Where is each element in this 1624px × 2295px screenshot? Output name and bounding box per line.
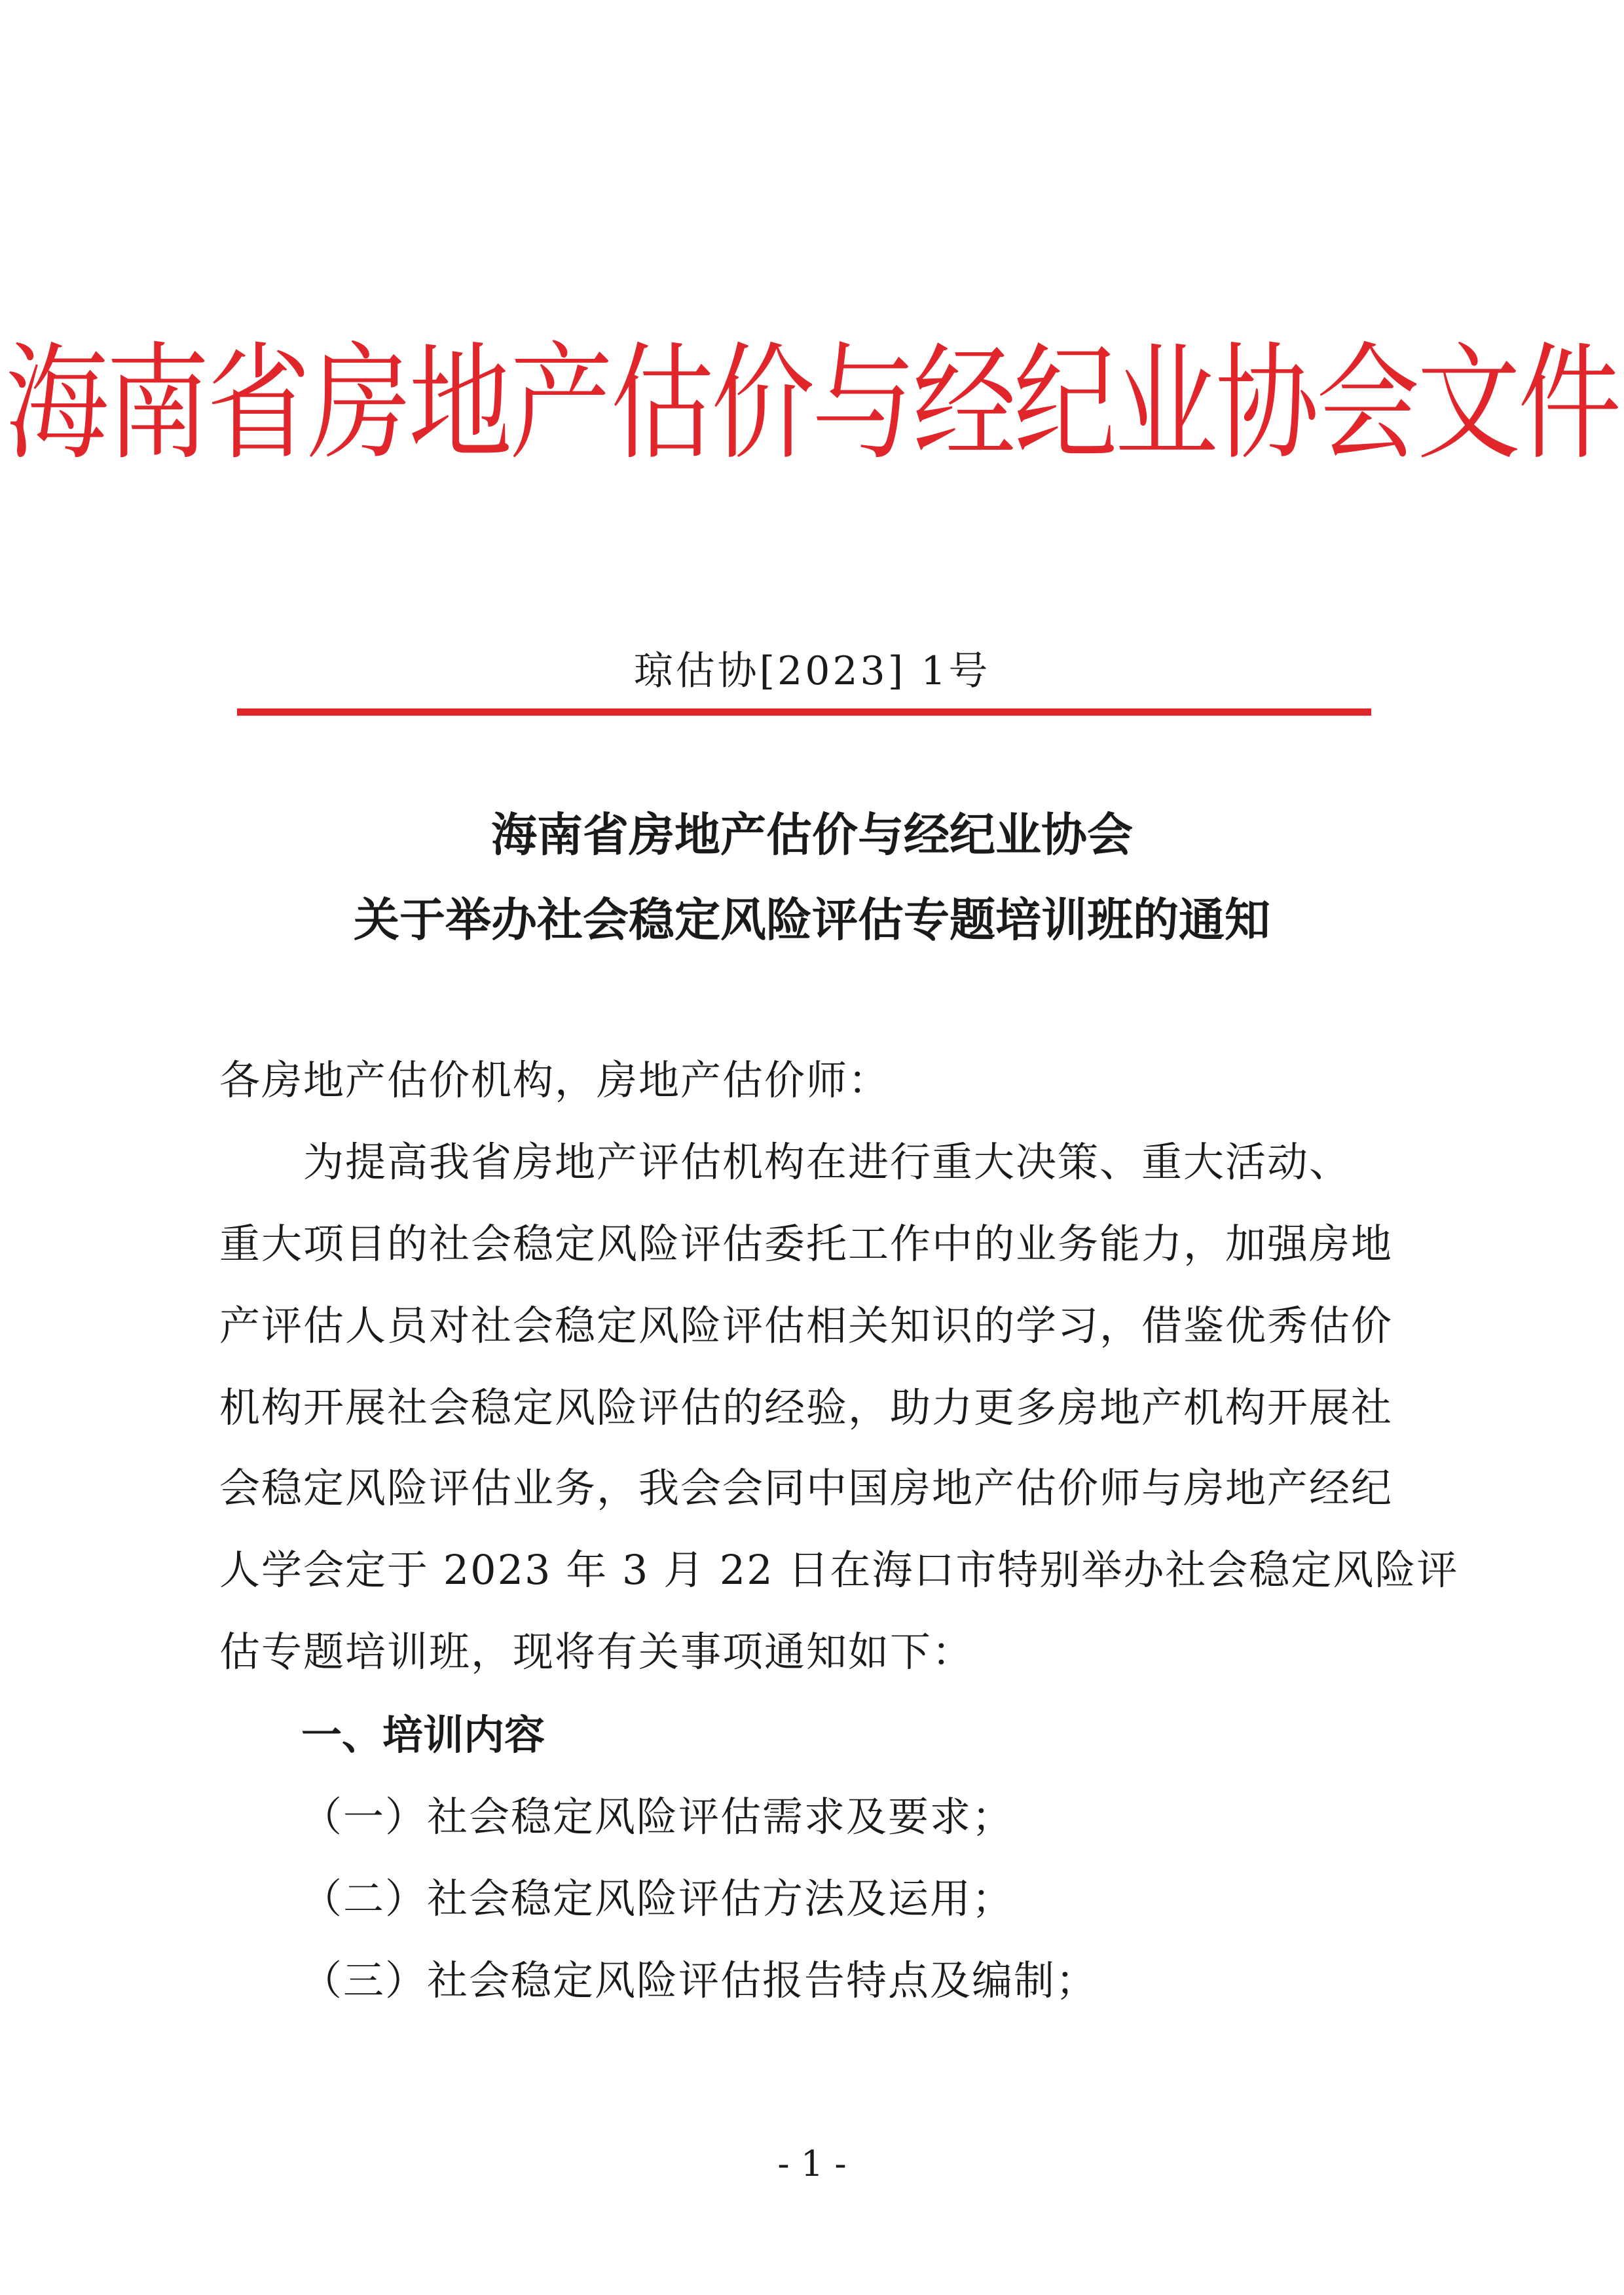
organization-banner: 海南省房地产估价与经纪业协会文件 xyxy=(5,330,1619,477)
body-line-6: 人学会定于 2023 年 3 月 22 日在海口市特别举办社会稳定风险评 xyxy=(219,1546,1459,1594)
document-number: 琼估协[2023] 1号 xyxy=(633,648,991,694)
red-divider-line xyxy=(237,708,1371,716)
salutation: 各房地产估价机构，房地产估价师： xyxy=(219,1056,891,1104)
body-line-3: 产评估人员对社会稳定风险评估相关知识的学习，借鉴优秀估价 xyxy=(219,1302,1393,1349)
title-line-2: 关于举办社会稳定风险评估专题培训班的通知 xyxy=(354,892,1270,947)
body-line-5: 会稳定风险评估业务，我会会同中国房地产估价师与房地产经纪 xyxy=(219,1464,1393,1512)
list-item: （三）社会稳定风险评估报告特点及编制； xyxy=(301,1956,1098,2004)
body-line-1: 为提高我省房地产评估机构在进行重大决策、重大活动、 xyxy=(219,1138,1352,1186)
body-line-2: 重大项目的社会稳定风险评估委托工作中的业务能力，加强房地 xyxy=(219,1220,1393,1268)
section-heading: 一、培训内容 xyxy=(301,1711,545,1759)
list-item: （一）社会稳定风险评估需求及要求； xyxy=(301,1793,1014,1841)
title-line-1: 海南省房地产估价与经纪业协会 xyxy=(491,807,1133,862)
page-number: - 1 - xyxy=(777,2143,847,2184)
body-line-7: 估专题培训班，现将有关事项通知如下： xyxy=(219,1628,974,1676)
body-line-4: 机构开展社会稳定风险评估的经验，助力更多房地产机构开展社 xyxy=(219,1384,1393,1431)
list-item: （二）社会稳定风险评估方法及运用； xyxy=(301,1875,1014,1922)
